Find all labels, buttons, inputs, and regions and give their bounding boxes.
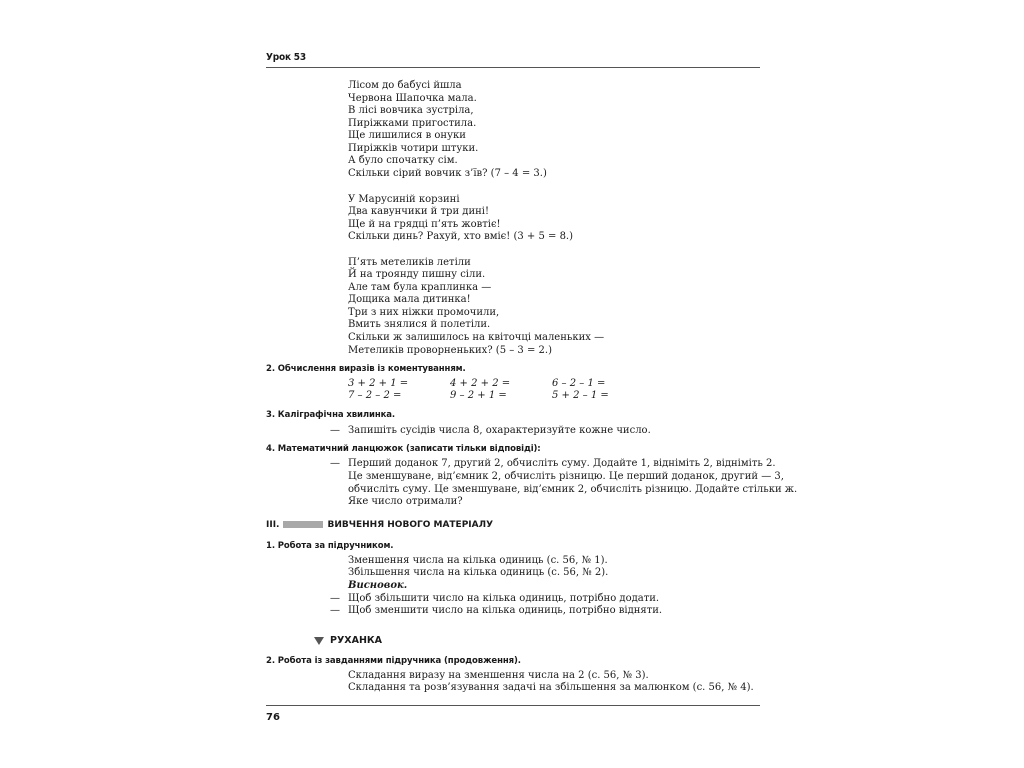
page-number: 76	[266, 712, 280, 723]
task-text: Перший доданок 7, другий 2, обчисліть суму. Додайте 1, відніміть 2, відніміть 2.	[348, 458, 776, 469]
poem-line: Ще лишилися в онуки	[348, 130, 466, 141]
poem-line: Пиріжками пригостила.	[348, 118, 477, 129]
poem-line: Метеликів проворненьких? (5 – 3 = 2.)	[348, 345, 552, 356]
ruhanka-heading	[314, 635, 382, 646]
section-heading: 4. Математичний ланцюжок (записати тільки відповіді):	[266, 444, 541, 454]
expression: 4 + 2 + 2 =	[450, 378, 511, 389]
dash-marker: —	[330, 458, 340, 469]
poem-line: Але там була краплинка —	[348, 282, 492, 293]
section-heading: 3. Каліграфічна хвилинка.	[266, 410, 396, 420]
poem-line: А було спочатку сім.	[348, 155, 458, 166]
ruhanka-title: РУХАНКА	[330, 635, 383, 646]
poem-line: Скільки динь? Рахуй, хто вміє! (3 + 5 = 8.)	[348, 231, 574, 242]
expression: 5 + 2 – 1 =	[552, 390, 609, 401]
poem-line: Два кавунчики й три дині!	[348, 206, 489, 217]
expression: 7 – 2 – 2 =	[348, 390, 402, 401]
section-heading: 1. Робота за підручником.	[266, 541, 394, 551]
rule-text: Щоб зменшити число на кілька одиниць, потрібно відняти.	[348, 605, 663, 616]
conclusion-label: Висновок.	[348, 580, 408, 591]
task-text: обчисліть суму. Це зменшуване, від’ємник 2, обчисліть різницю. Додайте стільки ж.	[348, 484, 798, 495]
task-text: Яке число отримали?	[348, 496, 463, 507]
poem-line: Скільки ж залишилось на квіточці маленьких —	[348, 332, 605, 343]
part-heading	[266, 520, 493, 532]
poem-line: Три з них ніжки промочили,	[348, 307, 500, 318]
poem-line: П’ять метеликів летіли	[348, 257, 471, 268]
poem-line: Вмить знялися й полетіли.	[348, 319, 491, 330]
poem-line: Й на троянду пишну сіли.	[348, 269, 486, 280]
poem-line: Ще й на грядці п’ять жовтіє!	[348, 219, 501, 230]
poem-line: Дощика мала дитинка!	[348, 294, 471, 305]
part-title: ВИВЧЕННЯ НОВОГО МАТЕРІАЛУ	[327, 520, 494, 530]
task-text: Збільшення числа на кілька одиниць (с. 56, № 2).	[348, 567, 609, 578]
dash-marker: —	[330, 605, 340, 616]
part-bar	[283, 521, 323, 528]
document-page	[266, 48, 798, 728]
footer-rule	[266, 705, 760, 706]
rule-text: Щоб збільшити число на кілька одиниць, потрібно додати.	[348, 593, 660, 604]
poem-line: У Марусиній корзині	[348, 194, 460, 205]
expression: 6 – 2 – 1 =	[552, 378, 606, 389]
poem-line: Лісом до бабусі йшла	[348, 80, 462, 91]
header-rule	[266, 67, 760, 68]
poem-line: Скільки сірий вовчик з’їв? (7 – 4 = 3.)	[348, 168, 547, 179]
task-text: Це зменшуване, від’ємник 2, обчисліть різницю. Це перший доданок, другий — 3,	[348, 471, 784, 482]
section-heading: 2. Обчислення виразів із коментуванням.	[266, 364, 466, 374]
dash-marker: —	[330, 425, 340, 436]
expression: 9 – 2 + 1 =	[450, 390, 507, 401]
task-text: Зменшення числа на кілька одиниць (с. 56, № 1).	[348, 555, 608, 566]
part-numeral: III.	[266, 520, 280, 530]
expression: 3 + 2 + 1 =	[348, 378, 409, 389]
lesson-header: Урок 53	[266, 52, 306, 63]
triangle-down-icon	[314, 637, 324, 645]
task-text: Складання виразу на зменшення числа на 2 (с. 56, № 3).	[348, 670, 649, 681]
dash-marker: —	[330, 593, 340, 604]
poem-line: Пиріжків чотири штуки.	[348, 143, 479, 154]
section-heading: 2. Робота із завданнями підручника (продовження).	[266, 656, 521, 666]
task-text: Запишіть сусідів числа 8, охарактеризуйте кожне число.	[348, 425, 651, 436]
poem-line: В лісі вовчика зустріла,	[348, 105, 474, 116]
poem-line: Червона Шапочка мала.	[348, 93, 477, 104]
task-text: Складання та розв’язування задачі на збільшення за малюнком (с. 56, № 4).	[348, 682, 754, 693]
